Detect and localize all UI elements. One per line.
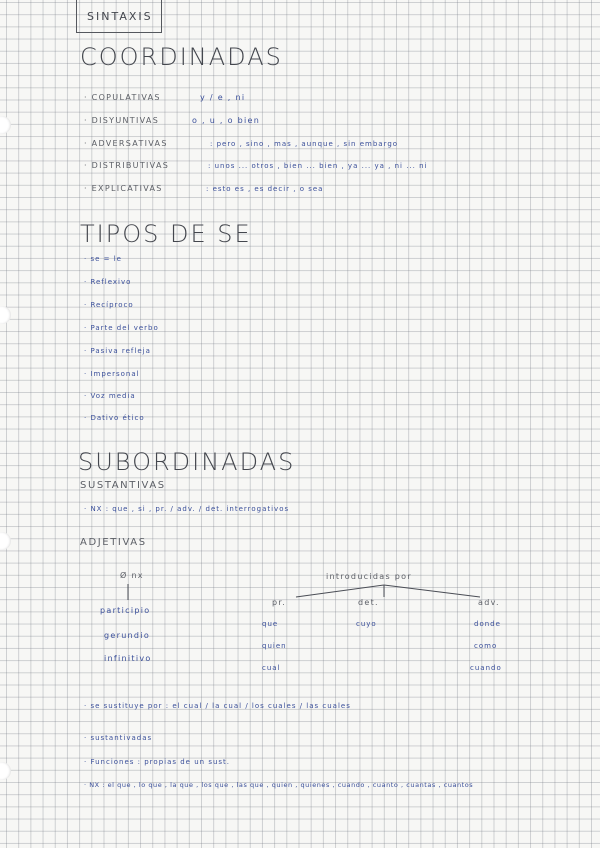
note-line: · sustantivadas [84,734,153,742]
item-copulativas-label: · COPULATIVAS [84,93,161,102]
tree-left-child: gerundio [104,631,151,640]
branch-item: que [262,620,279,628]
heading-tipos-de-se: TIPOS DE SE [80,220,252,248]
tree-left-root: Ø nx [120,571,144,580]
tree-right-root: introducidas por [326,572,412,581]
note-line: · Funciones : propias de un sust. [84,758,231,766]
heading-subordinadas: SUBORDINADAS [78,448,296,476]
list-item: · Dativo ético [84,414,145,422]
branch-label: det. [358,598,379,607]
item-adversativas-label: · ADVERSATIVAS [84,139,168,148]
item-copulativas-value: y / e , ni [200,93,246,102]
list-item: · Parte del verbo [84,324,159,332]
subheading-sustantivas: SUSTANTIVAS [80,480,166,491]
list-item: · Reflexivo [84,278,132,286]
list-item: · Voz media [84,392,136,400]
item-distributivas-label: · DISTRIBUTIVAS [84,161,170,170]
note-line: · se sustituye por : el cual / la cual / los cuales / las cuales [84,702,351,710]
item-disyuntivas-value: o , u , o bien [192,116,261,125]
branch-item: cuando [470,664,502,672]
item-adversativas-value: : pero , sino , mas , aunque , sin embargo [210,140,399,148]
item-explicativas-value: : esto es , es decir , o sea [206,185,324,193]
item-distributivas-value: : unos ... otros , bien ... bien , ya ... ya , ni ... ni [208,162,428,170]
item-disyuntivas-label: · DISYUNTIVAS [84,116,160,125]
sustantivas-line: · NX : que , si , pr. / adv. / det. interrogativos [84,505,290,513]
tree-left-child: infinitivo [104,654,152,663]
branch-item: donde [474,620,501,628]
branch-item: quien [262,642,287,650]
tree-left-child: participio [100,606,151,615]
list-item: · Impersonal [84,370,140,378]
page-title: SINTAXIS [87,10,153,23]
list-item: · Pasiva refleja [84,347,151,355]
subheading-adjetivas: ADJETIVAS [80,537,147,548]
list-item: · se = le [84,255,122,263]
branch-item: como [474,642,498,650]
branch-label: adv. [478,598,500,607]
heading-coordinadas: COORDINADAS [80,43,283,71]
branch-item: cuyo [356,620,377,628]
branch-item: cual [262,664,281,672]
item-explicativas-label: · EXPLICATIVAS [84,184,163,193]
branch-label: pr. [272,598,287,607]
note-line: · NX : el que , lo que , la que , los que , las que , quien , quienes , cuando , cuanto , cuantas , cuantos [84,781,474,789]
list-item: · Recíproco [84,301,134,309]
